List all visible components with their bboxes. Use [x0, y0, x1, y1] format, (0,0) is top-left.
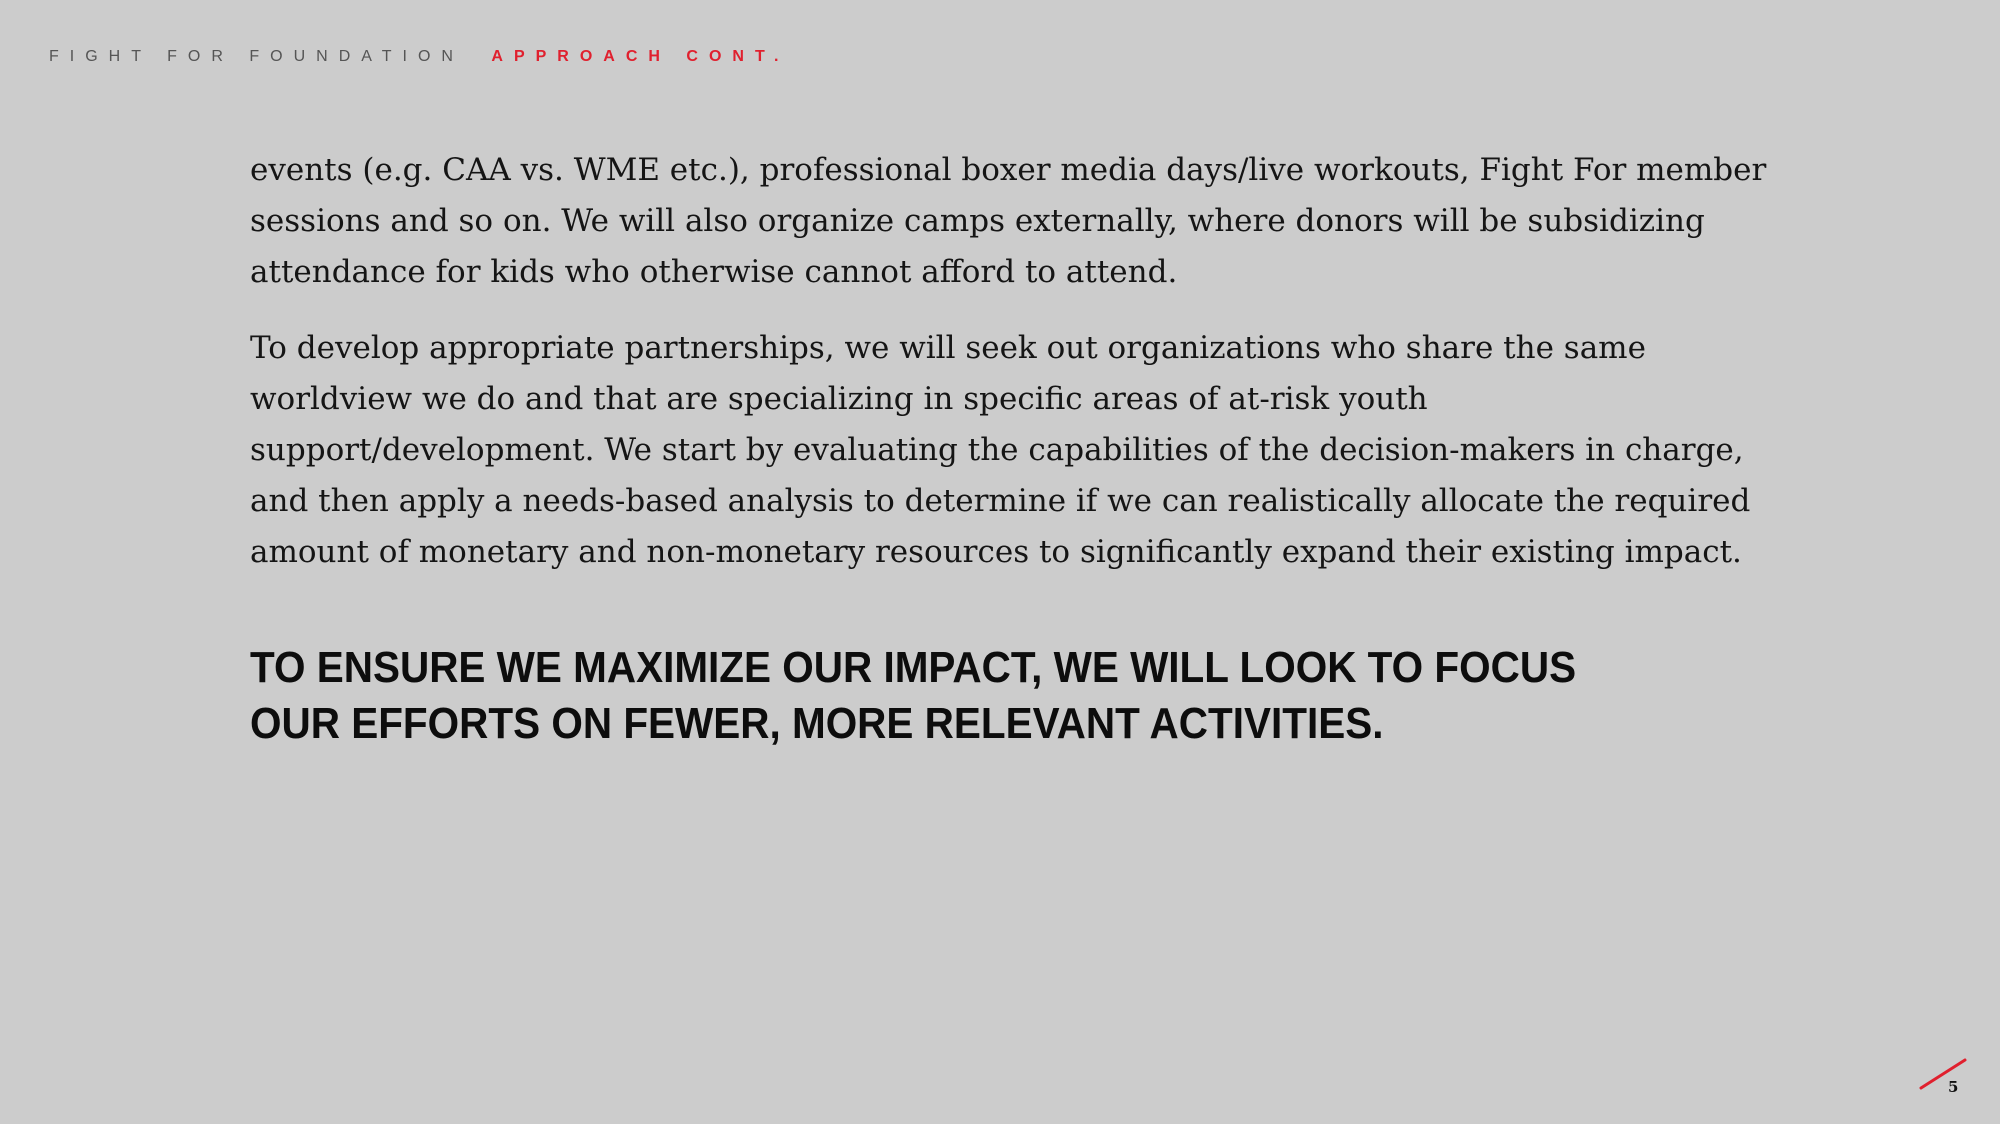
header-section-title: APPROACH CONT.	[491, 48, 790, 65]
body-paragraph: To develop appropriate partnerships, we will seek out organizations who share the same worldview we do and that are specializing in specific areas of at-risk youth support/development. We start by evaluating the capabilities of the decision-makers in charge, and then apply a needs-based analysis to determine if we can realistically allocate the required amount of monetary and non-monetary resources to significantly expand their existing impact.	[250, 330, 1751, 570]
body-paragraph: events (e.g. CAA vs. WME etc.), professional boxer media days/live workouts, Fight For member sessions and so on. We will also organize camps externally, where donors will be subsidizing attendance for kids who otherwise cannot afford to attend.	[250, 152, 1767, 290]
body-text	[250, 145, 1770, 603]
slide-header	[49, 47, 789, 67]
header-org-name: FIGHT FOR FOUNDATION	[49, 48, 464, 65]
page-number: 5	[1948, 1078, 1959, 1096]
headline: TO ENSURE WE MAXIMIZE OUR IMPACT, WE WILL LOOK TO FOCUS OUR EFFORTS ON FEWER, MORE RELEVANT ACTIVITIES.	[250, 643, 1577, 748]
slash-accent-icon	[1915, 1055, 1975, 1095]
